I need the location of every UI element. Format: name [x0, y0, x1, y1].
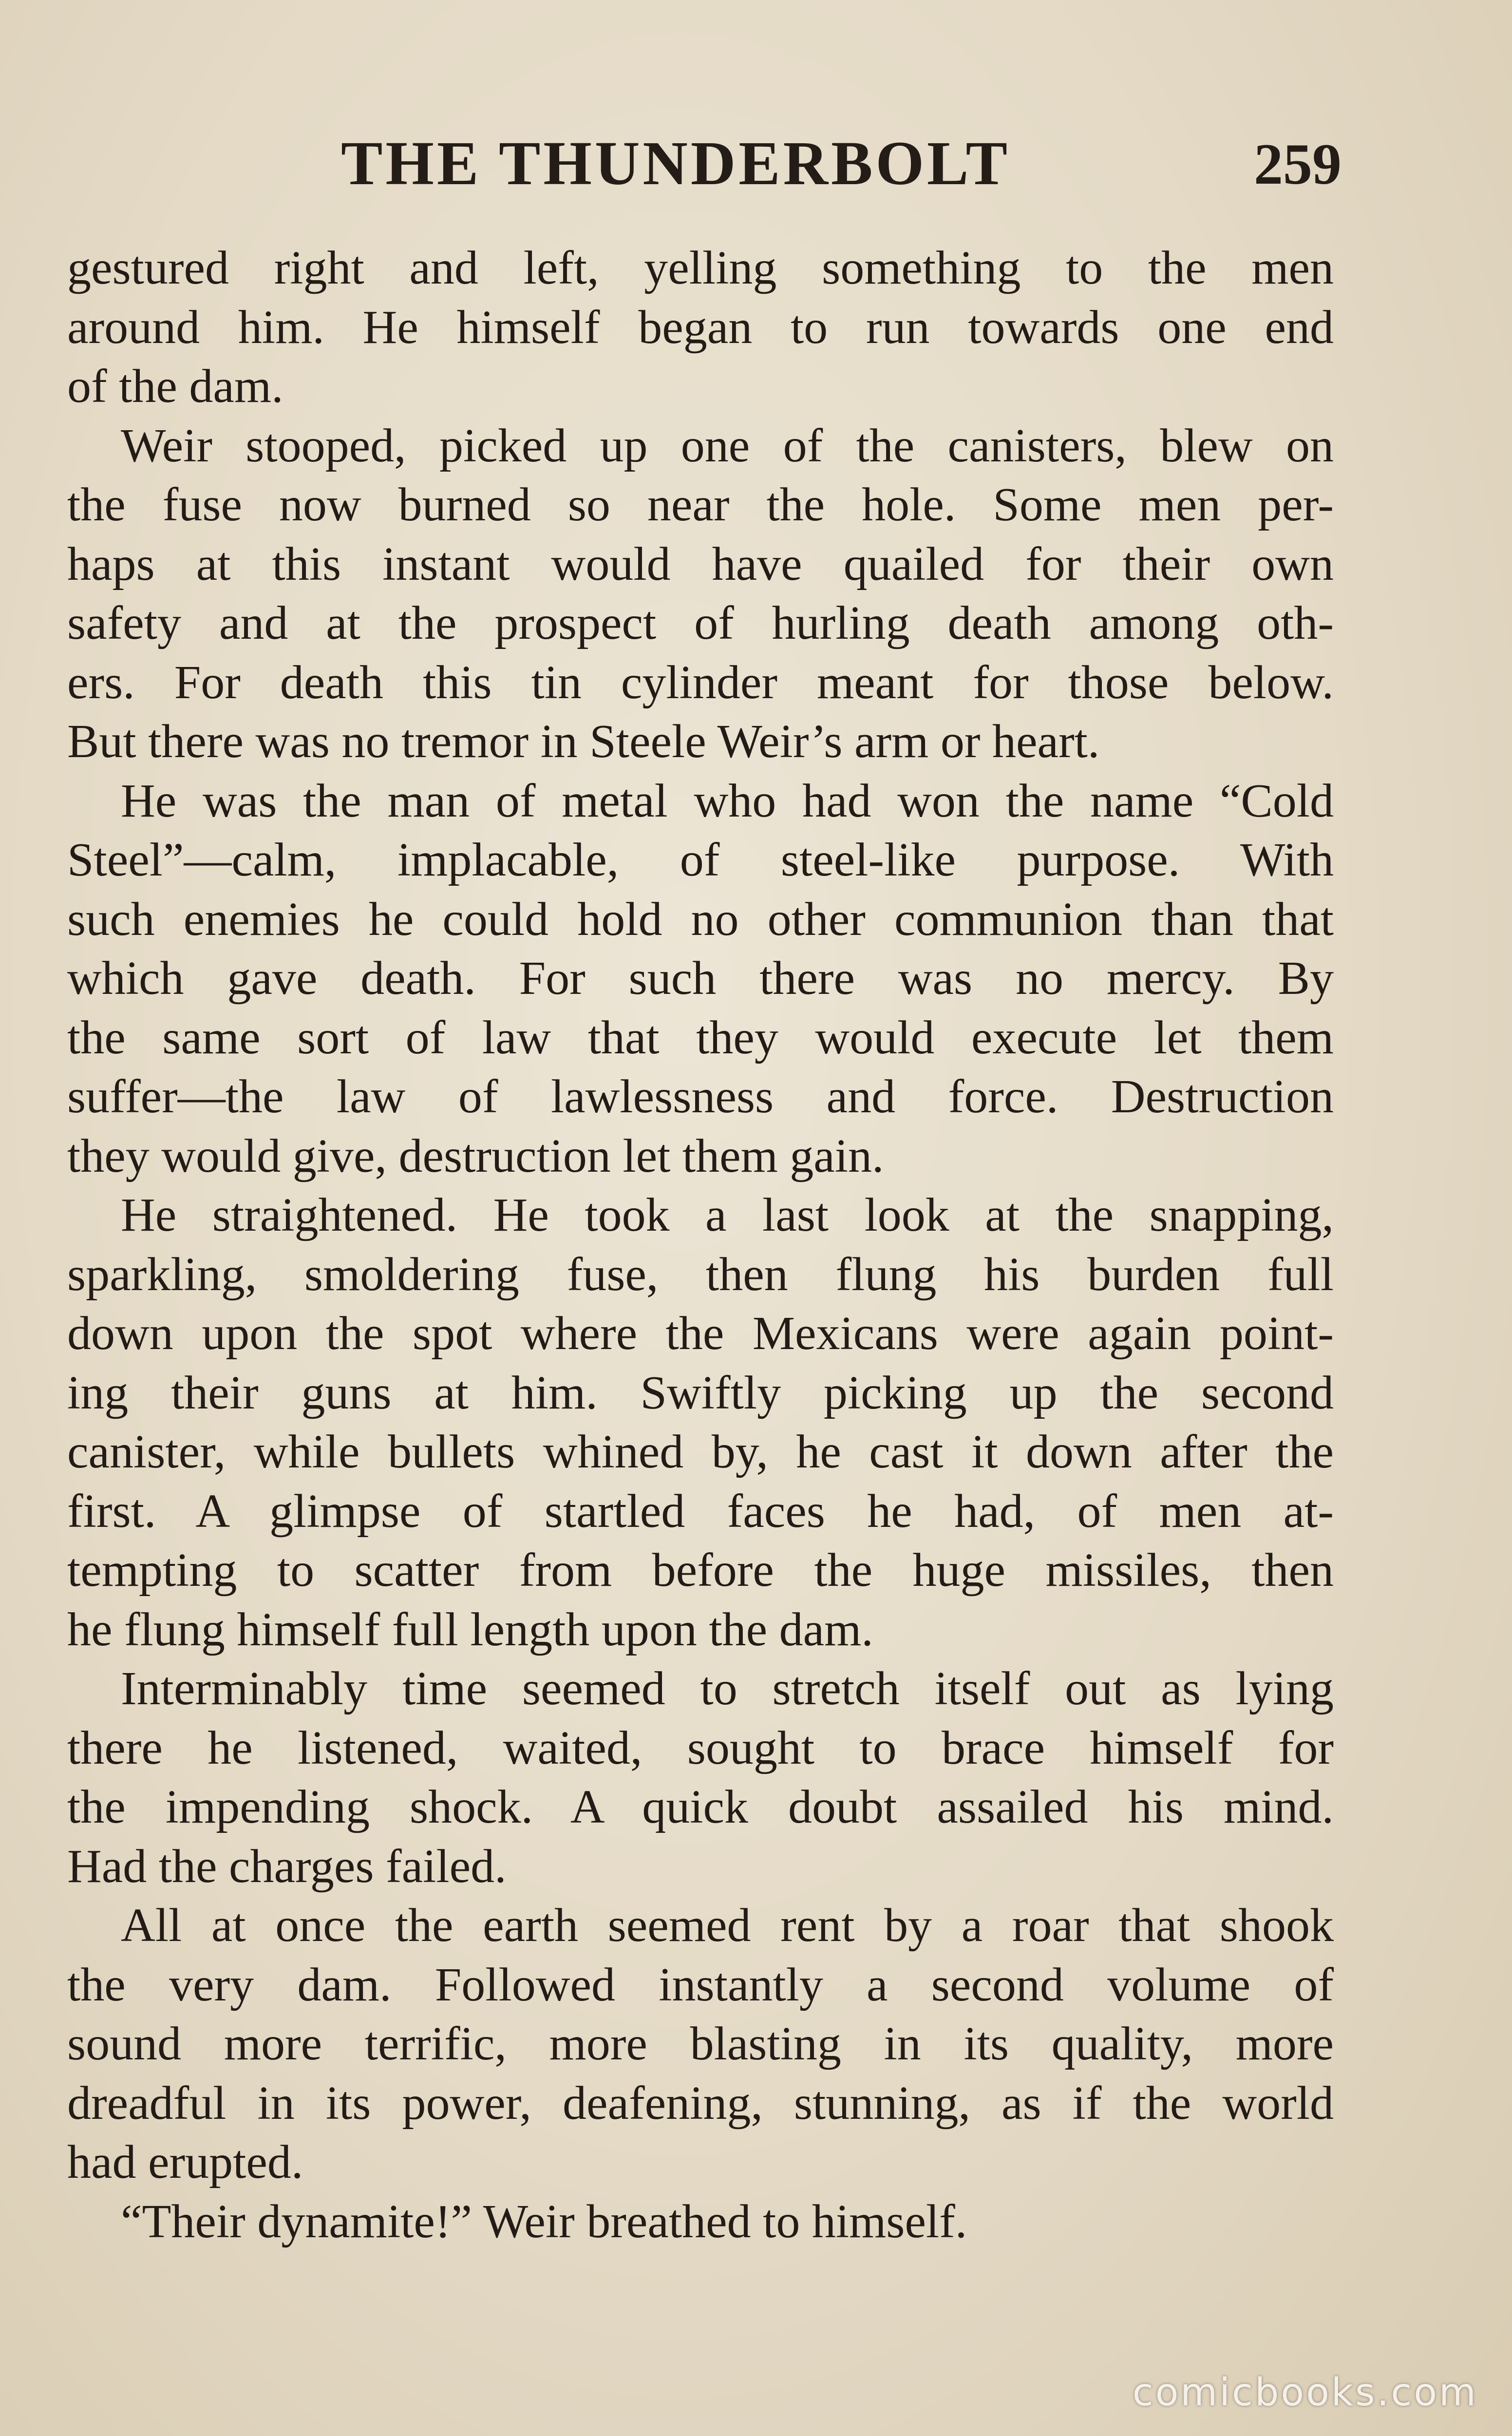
- text-line: tempting to scatter from before the huge missiles, then: [67, 1544, 1334, 1597]
- text-line: Had the charges failed.: [67, 1840, 507, 1893]
- text-line: sparkling, smoldering fuse, then flung his burden full: [67, 1248, 1334, 1301]
- text-line: Steel”—calm, implacable, of steel-like purpose. With: [67, 834, 1334, 886]
- text-line: the same sort of law that they would execute let them: [67, 1011, 1334, 1064]
- text-line: Weir stooped, picked up one of the canisters, blew on: [121, 419, 1334, 472]
- text-line: of the dam.: [67, 360, 284, 413]
- text-line: “Their dynamite!” Weir breathed to himself.: [121, 2195, 967, 2248]
- text-line: he flung himself full length upon the dam.: [67, 1603, 873, 1656]
- text-line: suffer—the law of lawlessness and force. Destruction: [67, 1070, 1334, 1123]
- text-line: there he listened, waited, sought to brace himself for: [67, 1721, 1334, 1774]
- text-line: gestured right and left, yelling something to the men: [67, 242, 1334, 294]
- text-line: safety and at the prospect of hurling death among oth-: [67, 597, 1334, 649]
- text-line: haps at this instant would have quailed for their own: [67, 537, 1334, 590]
- text-line: All at once the earth seemed rent by a roar that shook: [121, 1899, 1334, 1952]
- text-line: Interminably time seemed to stretch itself out as lying: [121, 1662, 1334, 1715]
- text-line: first. A glimpse of startled faces he had, of men at-: [67, 1484, 1334, 1538]
- text-line: which gave death. For such there was no mercy. By: [67, 952, 1334, 1005]
- body-text: [67, 239, 1334, 2251]
- text-line: ers. For death this tin cylinder meant for those below.: [67, 656, 1334, 709]
- text-line: down upon the spot where the Mexicans were again point-: [67, 1307, 1334, 1360]
- text-line: such enemies he could hold no other communion than that: [67, 893, 1334, 946]
- text-line: sound more terrific, more blasting in its quality, more: [67, 2017, 1334, 2070]
- watermark: comicbooks.com: [1132, 2371, 1478, 2415]
- text-line: He straightened. He took a last look at the snapping,: [121, 1189, 1334, 1241]
- text-line: had erupted.: [67, 2136, 303, 2189]
- text-line: canister, while bullets whined by, he cast it down after the: [67, 1426, 1334, 1478]
- text-line: ing their guns at him. Swiftly picking up the second: [67, 1366, 1334, 1419]
- page-number: 259: [1254, 132, 1342, 196]
- text-line: He was the man of metal who had won the name “Cold: [121, 774, 1334, 827]
- text-line: dreadful in its power, deafening, stunning, as if the world: [67, 2076, 1334, 2130]
- text-line: the impending shock. A quick doubt assailed his mind.: [67, 1781, 1334, 1833]
- text-line: they would give, destruction let them gain.: [67, 1129, 884, 1182]
- text-line: But there was no tremor in Steele Weir’s arm or heart.: [67, 715, 1100, 768]
- text-line: the fuse now burned so near the hole. Some men per-: [67, 478, 1334, 531]
- text-line: the very dam. Followed instantly a second volume of: [67, 1958, 1334, 2011]
- running-head: THE THUNDERBOLT: [341, 129, 1010, 198]
- text-line: around him. He himself began to run towards one end: [67, 301, 1334, 354]
